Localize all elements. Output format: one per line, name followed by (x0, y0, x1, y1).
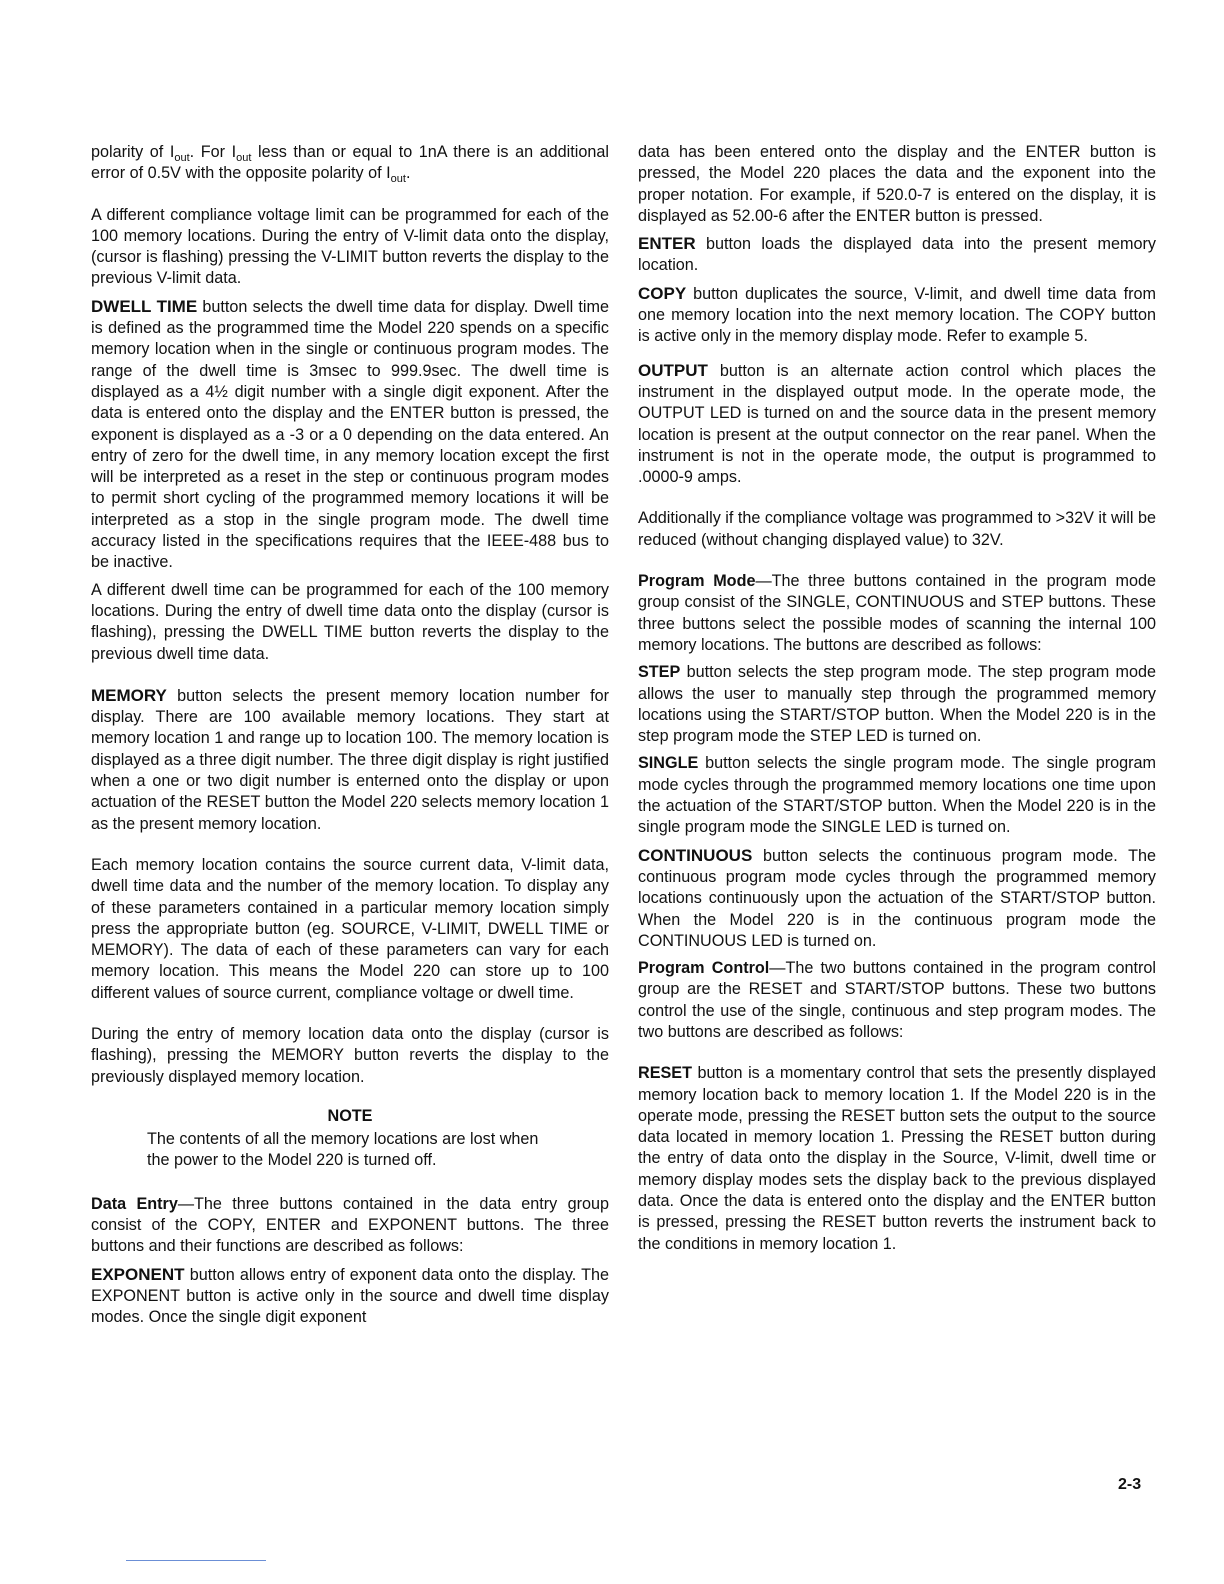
dwell-time-term: DWELL TIME (91, 296, 198, 316)
copy-term: COPY (638, 283, 687, 303)
exponent-term: EXPONENT (91, 1264, 185, 1284)
paragraph-exponent-cont: data has been entered onto the display and the ENTER button is pressed, the Model 220 places the data and the exponent into the proper notation. For example, if 520.0-7 is entered on the display, it is displayed as 52.00-6 after the ENTER button is pressed. (638, 143, 1156, 225)
footer-rule (126, 1560, 266, 1561)
paragraph-data-entry: Data Entry—The three buttons contained in the data entry group consist of the COPY, ENTER and EXPONENT buttons. The three buttons and their functions are described as follows: (91, 1194, 609, 1256)
paragraph-dwell-programming: A different dwell time can be programmed for each of the 100 memory locations. During the entry of dwell time data onto the display (cursor is flashing), pressing the DWELL TIME button reverts the display to the previous dwell time data. (91, 580, 609, 663)
data-entry-term: Data Entry (91, 1194, 178, 1213)
output-term: OUTPUT (638, 360, 708, 380)
paragraph-program-control: Program Control—The two buttons contained in the program control group are the RESET and START/STOP buttons. These two buttons control the use of the single, continuous and step program modes. The two buttons are described as follows: (638, 959, 1156, 1041)
paragraph-copy: COPY button duplicates the source, V-limit, and dwell time data from one memory location into the next memory location. The COPY button is active only in the memory display mode. Refer to example 5. (638, 283, 1156, 346)
paragraph-memory-contents: Each memory location contains the source current data, V-limit data, dwell time data and the number of the memory location. To display any of these parameters contained in a particular memory location simply press the appropriate button (eg. SOURCE, V-LIMIT, DWELL TIME or MEMORY). The data of each of these parameters can vary for each memory location. This means the Model 220 can store up to 100 different values of source current, compliance voltage or dwell time. (91, 855, 609, 1002)
paragraph-vlimit: A different compliance voltage limit can be programmed for each of the 100 memory locations. During the entry of V-limit data onto the display, (cursor is flashing) pressing the V-LIMIT button reverts the display to the previous V-limit data. (91, 205, 609, 288)
note-text: The contents of all the memory locations are lost when the power to the Model 220 is turned off. (147, 1130, 539, 1170)
continuous-term: CONTINUOUS (638, 845, 753, 865)
paragraph-memory-entry: During the entry of memory location data onto the display (cursor is flashing), pressing the MEMORY button reverts the display to the previously displayed memory location. (91, 1024, 609, 1086)
paragraph-program-mode: Program Mode—The three buttons contained in the program mode group consist of the SINGLE, CONTINUOUS and STEP buttons. These three buttons select the possible modes of scanning the internal 100 memory locations. The buttons are described as follows: (638, 572, 1156, 654)
enter-term: ENTER (638, 234, 696, 254)
paragraph-output: OUTPUT button is an alternate action control which places the instrument in the displayed output mode. In the operate mode, the OUTPUT LED is turned on and the source data in the present memory location is present at the output connector on the rear panel. When the instrument is not in the operate mode, the output is programmed to .0000-9 amps. (638, 360, 1156, 487)
paragraph-exponent: EXPONENT button allows entry of exponent data onto the display. The EXPONENT button is active only in the source and dwell time display modes. Once the single digit exponent (91, 1264, 609, 1327)
step-term: STEP (638, 663, 681, 682)
paragraph-continuous: CONTINUOUS button selects the continuous program mode. The continuous program mode cycles through the programmed memory locations continuously upon the actuation of the START/STOP button. When the Model 220 is in the continuous program mode the CONTINUOUS LED is turned on. (638, 845, 1156, 950)
right-column (638, 142, 1156, 1267)
paragraph-single: SINGLE button selects the single program mode. The single program mode cycles through the programmed memory locations one time upon the actuation of the START/STOP button. When the Model 220 is in the single program mode the SINGLE LED is turned on. (638, 754, 1156, 837)
paragraph-memory: MEMORY button selects the present memory location number for display. There are 100 available memory locations. They start at memory location 1 and range up to location 100. The memory location is displayed as a three digit number. The three digit display is right justified when a one or two digit number is enterned onto the display or upon actuation of the RESET button the Model 220 selects memory location 1 as the present memory location. (91, 685, 609, 833)
program-mode-term: Program Mode (638, 572, 756, 591)
paragraph-step: STEP button selects the step program mode. The step program mode allows the user to manually step through the programmed memory locations using the START/STOP button. When the Model 220 is in the step program mode the STEP LED is turned on. (638, 663, 1156, 746)
paragraph-polarity: polarity of $I_{out}$. For $I_{out}$ less than or equal to 1nA there is an additional error of 0.5V with the opposite polarity of $I_{out}$. (91, 143, 609, 186)
page-number: 2-3 (1118, 1476, 1142, 1493)
single-term: SINGLE (638, 754, 699, 773)
program-control-term: Program Control (638, 959, 770, 978)
left-column (91, 142, 609, 1341)
paragraph-enter: ENTER button loads the displayed data into the present memory location. (638, 234, 1156, 275)
paragraph-reset: RESET button is a momentary control that sets the presently displayed memory location back to memory location 1. If the Model 220 is in the operate mode, pressing the RESET button sets the output to the source data located in memory location 1. Pressing the RESET button during the entry of data onto the display in the Source, V-limit, dwell time or memory display modes sets the display back to the previous displayed data. Once the data is entered onto the display and the ENTER button is pressed, pressing the RESET button reverts the instrument back to the conditions in memory location 1. (638, 1064, 1156, 1253)
paragraph-compliance: Additionally if the compliance voltage was programmed to >32V it will be reduced (without changing displayed value) to 32V. (638, 509, 1156, 549)
paragraph-dwell-time: DWELL TIME button selects the dwell time data for display. Dwell time is defined as the programmed time the Model 220 spends on a specific memory location when in the single or continuous program modes. The range of the dwell time is 3msec to 999.9sec. The dwell time is displayed as a 4½ digit number with a single digit exponent. After the data is entered onto the display and the ENTER button is pressed, the exponent is displayed as a -3 or a 0 depending on the data entered. An entry of zero for the dwell time, in any memory location except the first will be interpreted as a reset in the step or continuous program modes to permit short cycling of the programmed memory locations it will be interpreted as a stop in the single program mode. The dwell time accuracy listed in the specifications requires that the IEEE-488 bus to be inactive. (91, 296, 609, 572)
note-title: NOTE (327, 1106, 373, 1125)
memory-term: MEMORY (91, 685, 167, 705)
reset-term: RESET (638, 1064, 692, 1083)
